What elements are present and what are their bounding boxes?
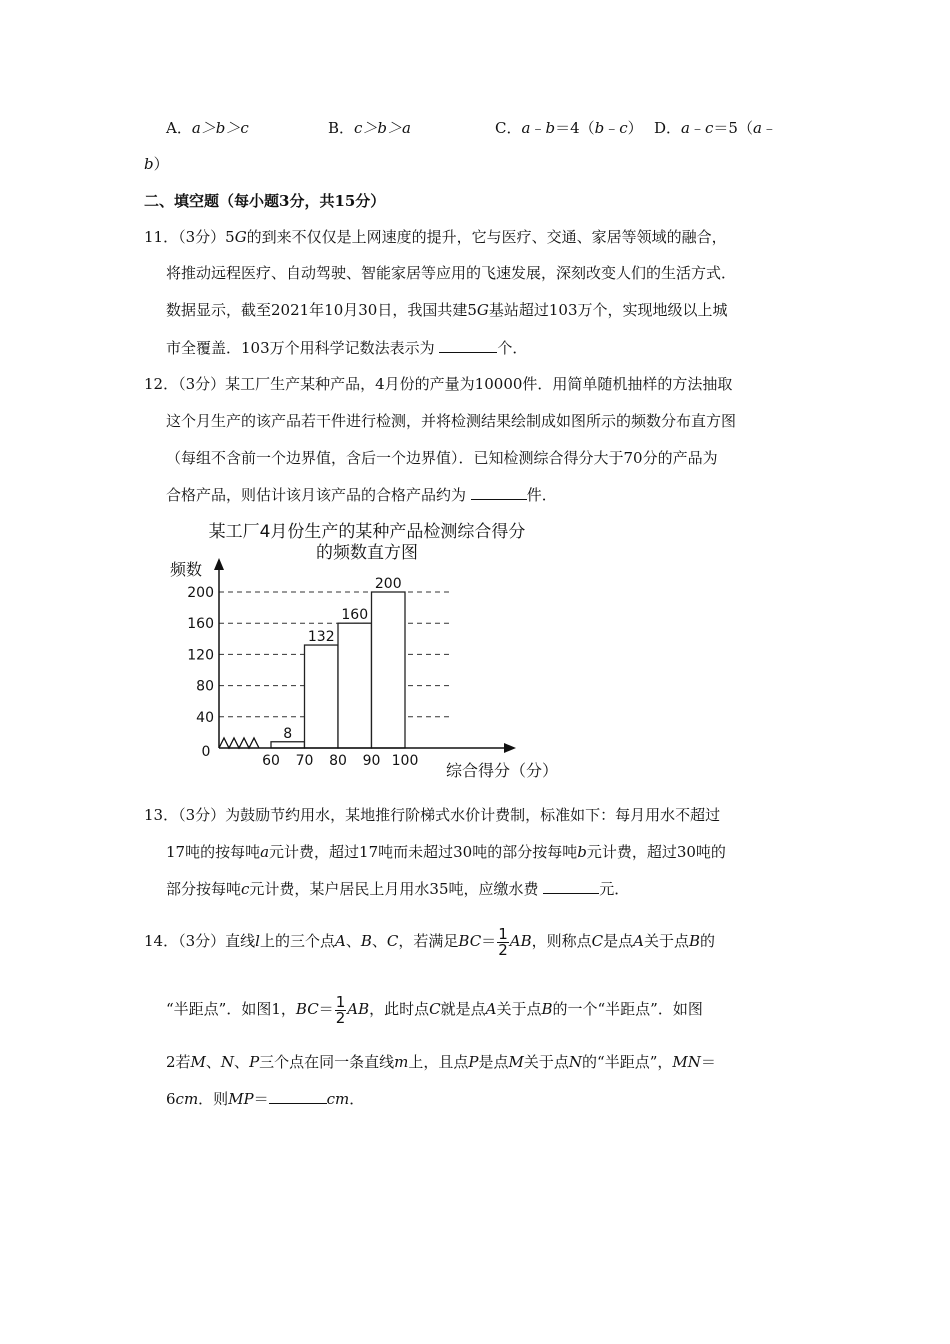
q14-score: （3分）	[178, 932, 226, 950]
x-tick-label: 80	[329, 753, 347, 769]
y-axis-label: 频数	[169, 560, 203, 579]
histogram-bar	[338, 623, 372, 748]
q10-option-c: C．a﹣b＝4（b﹣c）	[495, 119, 643, 137]
q11-line-4: 市全覆盖．103万个用科学记数法表示为 个．	[166, 339, 528, 357]
bar-value-label: 132	[307, 629, 335, 646]
q12-number: 12．	[144, 375, 179, 393]
q11-score: （3分）	[178, 228, 226, 246]
fraction-one-half: $\frac{1}{2}$	[335, 992, 346, 1027]
x-tick-label: 90	[362, 753, 381, 769]
q12-line-1: 12．（3分）某工厂生产某种产品，4月份的产量为10000件．用简单随机抽样的方法抽取	[144, 375, 733, 393]
x-axis-label: 综合得分（分）	[445, 761, 559, 780]
q10-option-d-wrap: b）	[144, 155, 169, 173]
q11-line-2: 将推动远程医疗、自动驾驶、智能家居等应用的飞速发展，深刻改变人们的生活方式．	[166, 264, 737, 282]
fraction-one-half: $\frac{1}{2}$	[498, 924, 508, 959]
q11-number: 11．	[144, 228, 179, 246]
bar-value-label: 8	[283, 725, 293, 742]
chart-title: 某工厂4月份生产的某种产品检测综合得分	[208, 522, 526, 542]
answer-blank	[269, 1089, 327, 1104]
histogram-bar	[271, 742, 305, 748]
q11-line-1: 11．（3分）5G的到来不仅仅是上网速度的提升，它与医疗、交通、家居等领域的融合，	[144, 228, 727, 246]
q14-line-1: 14．（3分）直线l上的三个点A、B、C，若满足BC＝ $\frac{1}{2}$ AB，则称点C是点A关于点B的	[144, 924, 716, 959]
y-tick-label: 200	[187, 585, 214, 601]
axis-break-zigzag	[219, 738, 259, 748]
q12-line-3: （每组不含前一个边界值，含后一个边界值）．已知检测综合得分大于70分的产品为	[166, 449, 718, 467]
bar-value-label: 200	[374, 576, 402, 592]
q14-number: 14．	[144, 932, 179, 950]
q13-line-3: 部分按每吨c元计费，某户居民上月用水35吨，应缴水费 元．	[166, 880, 630, 898]
y-tick-label: 80	[196, 678, 214, 695]
q10-option-d: D．a﹣c＝5（a﹣	[654, 119, 777, 137]
q13-score: （3分）	[178, 806, 226, 824]
q10-option-a: A．a＞b＞c	[166, 119, 249, 137]
y-tick-label: 120	[187, 647, 214, 664]
origin-label: 0	[201, 744, 211, 760]
q12-line-4: 合格产品，则估计该月该产品的合格产品约为 件．	[166, 486, 557, 504]
section-heading: 二、填空题（每小题3分，共15分）	[144, 192, 386, 210]
q14-line-2: “半距点”．如图1，BC＝ $\frac{1}{2}$ AB，此时点C就是点A关于点B的一个“半距点”．如图	[166, 992, 703, 1027]
q12-line-2: 这个月生产的该产品若干件进行检测，并将检测结果绘制成如图所示的频数分布直方图	[166, 412, 737, 430]
q14-line-3: 2若M、N、P三个点在同一条直线m上，且点P是点M关于点N的“半距点”，MN＝	[166, 1053, 716, 1071]
chart-subtitle: 的频数直方图	[316, 543, 418, 563]
y-tick-label: 40	[196, 709, 214, 726]
histogram-bar	[305, 645, 339, 748]
q13-number: 13．	[144, 806, 179, 824]
q13-line-2: 17吨的按每吨a元计费，超过17吨而未超过30吨的部分按每吨b元计费，超过30吨的	[166, 843, 726, 861]
x-axis-arrow	[504, 743, 516, 753]
y-axis-arrow	[214, 558, 224, 570]
x-tick-label: 100	[391, 753, 419, 769]
histogram-bar	[372, 592, 406, 748]
bar-value-label: 160	[341, 607, 369, 624]
q11-line-3: 数据显示，截至2021年10月30日，我国共建5G基站超过103万个，实现地级以上城	[166, 301, 728, 319]
q12-score: （3分）	[178, 375, 226, 393]
q13-line-1: 13．（3分）为鼓励节约用水，某地推行阶梯式水价计费制，标准如下：每月用水不超过	[144, 806, 721, 824]
x-tick-label: 60	[262, 753, 280, 769]
q10-option-b: B．c＞b＞a	[328, 119, 411, 137]
answer-blank	[543, 879, 599, 894]
y-tick-label: 160	[187, 616, 214, 633]
q14-line-4: 6cm．则MP＝ cm．	[166, 1090, 365, 1108]
x-tick-label: 70	[295, 753, 314, 769]
